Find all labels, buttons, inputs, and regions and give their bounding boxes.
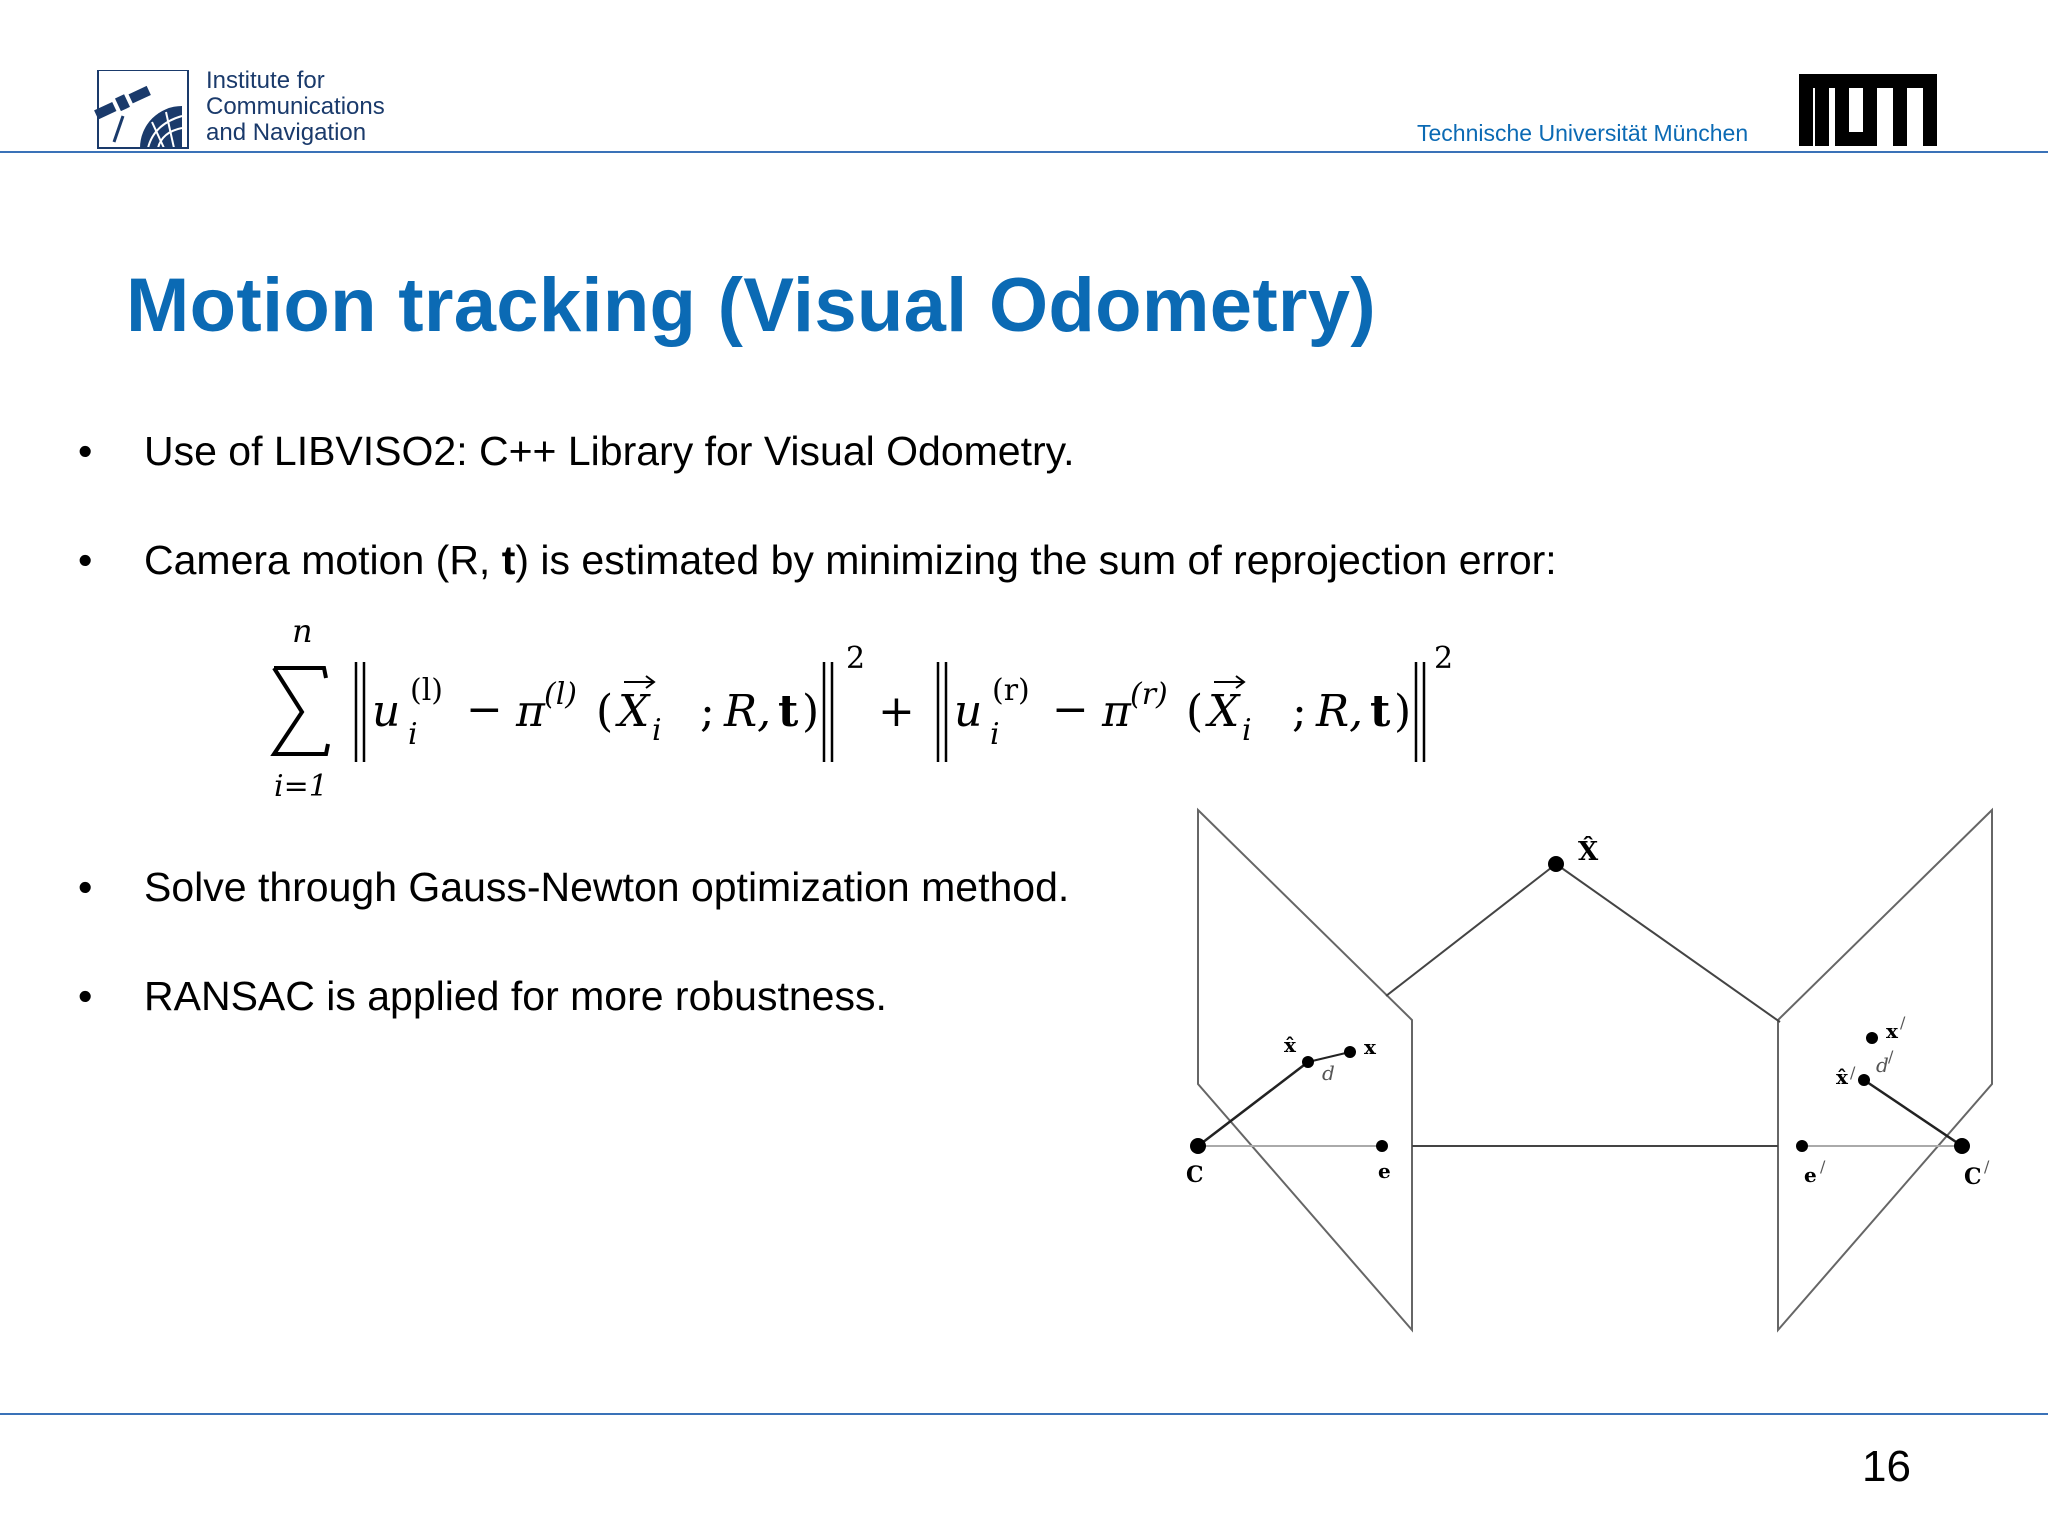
left-epipole xyxy=(1376,1140,1388,1152)
page-number: 16 xyxy=(1862,1442,1911,1491)
sum-upper-limit: n xyxy=(292,620,313,650)
X-symbol: X xyxy=(618,686,650,737)
university-name: Technische Universität München xyxy=(1417,120,1749,146)
institute-line-1: Institute for xyxy=(206,67,325,94)
label-X-hat: X̂ xyxy=(1578,837,1599,867)
minus-sign: − xyxy=(1052,684,1089,735)
label-x-hat: x̂ xyxy=(1284,1033,1296,1057)
stereo-reprojection-diagram xyxy=(1170,800,2010,1340)
label-e: e xyxy=(1378,1159,1391,1183)
bullet-text: Camera motion (R, t) is estimated by minimizing the sum of reprojection error: xyxy=(144,537,1557,583)
bullet-text: RANSAC is applied for more robustness. xyxy=(144,973,887,1019)
R-symbol: R, xyxy=(1316,686,1364,737)
bullet-text: Use of LIBVISO2: C++ Library for Visual Odometry. xyxy=(144,428,1075,474)
sum-symbol xyxy=(274,668,328,754)
label-prime: / xyxy=(1900,1013,1906,1032)
pi-symbol: π xyxy=(1102,686,1131,737)
minus-sign: − xyxy=(466,684,503,735)
bullet-text: Solve through Gauss-Newton optimization method. xyxy=(144,864,1070,910)
semicolon: ; xyxy=(1292,686,1307,737)
right-projected-point xyxy=(1858,1074,1870,1086)
label-d-prime: d xyxy=(1876,1053,1889,1077)
subscript-i: i xyxy=(408,717,418,752)
right-observed-point xyxy=(1866,1032,1878,1044)
bullet-marker: • xyxy=(78,537,93,583)
point-X-hat xyxy=(1548,856,1564,872)
u-symbol: u xyxy=(954,686,983,737)
label-prime: / xyxy=(1984,1157,1990,1176)
label-x-prime: x xyxy=(1886,1019,1898,1043)
left-image-plane xyxy=(1198,810,1412,1330)
tum-logo xyxy=(1799,74,1937,146)
subscript-i: i xyxy=(652,713,662,748)
institute-line-3: and Navigation xyxy=(206,119,367,146)
pi-superscript-r: (r) xyxy=(1130,677,1168,712)
close-paren: ) xyxy=(1394,686,1412,737)
R-symbol: R, xyxy=(724,686,772,737)
superscript-r: (r) xyxy=(992,673,1030,708)
u-symbol: u xyxy=(372,686,401,737)
t-symbol: t xyxy=(1370,686,1391,737)
open-paren: ( xyxy=(1186,686,1204,737)
right-camera-center xyxy=(1954,1138,1970,1154)
ray-right-to-X xyxy=(1556,864,1780,1022)
page-title: Motion tracking (Visual Odometry) xyxy=(126,263,1376,348)
label-prime: / xyxy=(1888,1047,1894,1066)
right-epipole xyxy=(1796,1140,1808,1152)
label-x-hat-prime: x̂ xyxy=(1836,1065,1848,1089)
subscript-i: i xyxy=(990,717,1000,752)
bullet-marker: • xyxy=(78,973,93,1019)
left-projected-point xyxy=(1302,1056,1314,1068)
label-prime: / xyxy=(1820,1157,1826,1176)
label-C-prime: C xyxy=(1964,1164,1982,1190)
close-paren: ) xyxy=(802,686,820,737)
square-exponent: 2 xyxy=(846,641,866,676)
bullet-marker: • xyxy=(78,428,93,474)
header-rule xyxy=(0,151,2048,153)
right-camera-ray xyxy=(1864,1080,1962,1146)
label-d: d xyxy=(1322,1061,1335,1085)
open-paren: ( xyxy=(596,686,614,737)
sum-lower-limit: i=1 xyxy=(274,769,328,804)
subscript-i: i xyxy=(1242,713,1252,748)
X-symbol: X xyxy=(1208,686,1240,737)
label-x: x xyxy=(1364,1035,1376,1059)
reprojection-error-formula xyxy=(262,620,1462,810)
pi-superscript-l: (l) xyxy=(544,677,578,712)
ray-left-to-X xyxy=(1386,864,1556,996)
bullet-marker: • xyxy=(78,864,93,910)
t-symbol: t xyxy=(778,686,799,737)
satellite-globe-icon xyxy=(92,70,192,150)
institute-line-2: Communications xyxy=(206,93,385,120)
square-exponent: 2 xyxy=(1434,641,1454,676)
left-camera-center xyxy=(1190,1138,1206,1154)
label-prime: / xyxy=(1850,1063,1856,1082)
left-observed-point xyxy=(1344,1046,1356,1058)
institute-name xyxy=(206,68,385,146)
label-e-prime: e xyxy=(1804,1163,1817,1187)
label-C: C xyxy=(1186,1162,1204,1188)
semicolon: ; xyxy=(700,686,715,737)
footer-rule xyxy=(0,1413,2048,1415)
superscript-l: (l) xyxy=(410,673,444,708)
plus-sign: + xyxy=(878,686,915,737)
pi-symbol: π xyxy=(516,686,545,737)
